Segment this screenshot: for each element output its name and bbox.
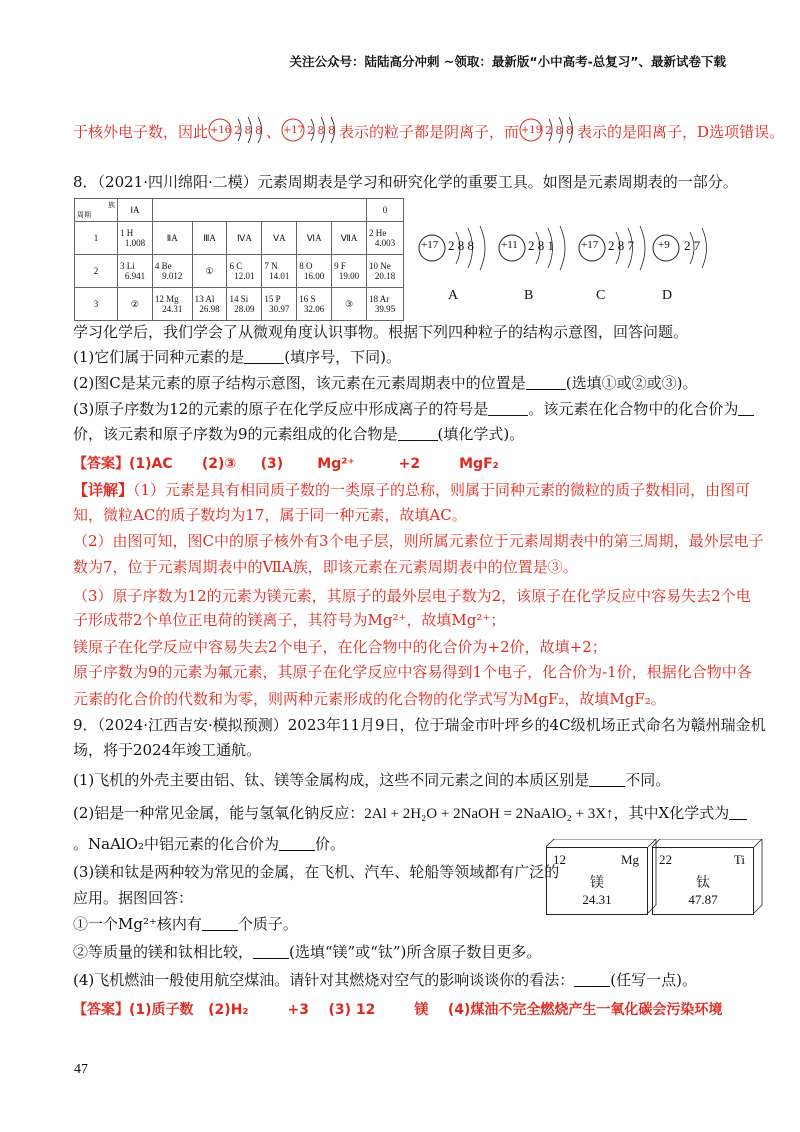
answer-blank[interactable] (253, 944, 289, 959)
q9-part2-cont: 。NaAlO₂中铝元素的化合价为 价。 (73, 835, 346, 853)
reaction-equation: 2Al + 2H₂O + 2NaOH = 2NaAlO₂ + 3X↑ (364, 806, 614, 822)
element-cell: 2 He 4.003 (366, 222, 403, 255)
periodic-table (74, 198, 404, 321)
element-cell: 3 Li 6.941 (118, 255, 153, 288)
page-number: 47 (74, 1062, 88, 1077)
table-corner: 族 周期 (75, 199, 118, 222)
element-cell: 9 F 19.00 (332, 255, 367, 288)
particle-b-label: B (524, 288, 534, 303)
q8-detail-1: 【详解】（1）元素是具有相同质子数的一类原子的总称，则属于同种元素的微粒的质子数相同，由图可 (73, 481, 751, 499)
group-header: ⅣA (227, 222, 262, 255)
answer-blank[interactable] (488, 401, 528, 416)
element-cell: ② (118, 288, 153, 321)
group-header: ⅠA (118, 199, 153, 222)
element-card-mg: 12 Mg 镁 24.31 (546, 847, 648, 915)
q8-detail-9: 元素的化合价的代数和为零，则两种元素形成的化合物的化学式写为MgF₂，故填MgF₂。 (73, 690, 666, 708)
element-cell: ③ (332, 288, 367, 321)
element-cell: 13 Al 26.98 (192, 288, 227, 321)
element-cell: 4 Be 9.012 (152, 255, 192, 288)
element-cell: 8 O 16.00 (297, 255, 332, 288)
q8-detail-6: 子形成带2个单位正电荷的镁离子，其符号为Mg²⁺，故填Mg²⁺； (73, 611, 506, 629)
group-header: ⅦA (332, 222, 367, 255)
particle-a-nucleus: +17 (421, 239, 439, 251)
q9-part1: (1)飞机的外壳主要由铝、钛、镁等金属构成，这些不同元素之间的本质区别是 不同。 (73, 771, 671, 789)
q9-part2: (2)铝是一种常见金属，能与氢氧化钠反应：2Al + 2H₂O + 2NaOH = 2NaAlO₂ + 3X↑，其中X化学式为 (73, 803, 747, 824)
group-header: ⅥA (297, 222, 332, 255)
group-header: ⅡA (152, 222, 192, 255)
particle-d-nucleus: +9 (658, 239, 670, 251)
particle-d-shells-text: 2 7 (684, 238, 701, 253)
ion-diagram-1: +16 2 8 8 (208, 121, 266, 141)
particle-diagrams (418, 218, 718, 308)
particle-d-label: D (662, 288, 673, 303)
element-cell: 15 P 30.97 (262, 288, 297, 321)
particle-b-shells-text: 2 8 1 (528, 238, 554, 253)
ion-diagram-2: +17 2 8 8 (281, 121, 339, 141)
q8-detail-8: 原子序数为9的元素为氟元素，其原子在化学反应中容易得到1个电子，化合价为-1价，根据化合物中各 (73, 663, 752, 681)
group-header: ⅢA (192, 222, 227, 255)
particle-c-shells-text: 2 8 7 (608, 238, 634, 253)
answer-blank[interactable] (398, 426, 438, 441)
answer-blank[interactable] (738, 401, 754, 416)
page-header: 关注公众号：陆陆高分冲刺 ~领取：最新版“小中高考-总复习”、最新试卷下载 (289, 54, 726, 69)
answer-blank[interactable] (526, 375, 566, 390)
element-cell: 10 Ne 20.18 (366, 255, 403, 288)
q9-stem-2: 场，将于2024年竣工通航。 (73, 741, 262, 759)
q9-part4: (4)飞机燃油一般使用航空煤油。请针对其燃烧对空气的影响谈谈你的看法： (任写一点)。 (73, 971, 697, 989)
q8-answer: 【答案】(1)AC (2)③ (3) Mg²⁺ +2 MgF₂ (73, 456, 499, 472)
particle-c-nucleus: +17 (581, 239, 599, 251)
q8-detail-2: 知，微粒AC的质子数均为17，属于同一种元素，故填AC。 (73, 506, 467, 524)
element-cell: 14 Si 28.09 (227, 288, 262, 321)
answer-blank[interactable] (574, 972, 610, 987)
q8-detail-7: 镁原子在化学反应中容易失去2个电子，在化合物中的化合价为+2价，故填+2； (73, 638, 607, 656)
q9-part3-d: ②等质量的镁和钛相比较， (选填“镁”或“钛”)所含原子数目更多。 (73, 943, 542, 961)
answer-blank[interactable] (589, 772, 625, 787)
answer-blank[interactable] (729, 805, 747, 820)
particle-a-label: A (448, 288, 459, 303)
answer-blank[interactable] (202, 916, 238, 931)
period-label: 2 (75, 255, 118, 288)
q8-part3: (3)原子序数为12的元素的原子在化学反应中形成离子的符号是 。该元素在化合物中的化合价为 (73, 399, 754, 419)
element-card-ti-3d (652, 839, 772, 923)
q9-answer: 【答案】(1)质子数 (2)H₂ +3 (3) 12 镁 (4)煤油不完全燃烧产生一氧化碳会污染环境 (73, 1002, 723, 1018)
period-label: 3 (75, 288, 118, 321)
period-label: 1 (75, 222, 118, 255)
q8-detail-4: 数为7，位于元素周期表中的ⅦA族，即该元素在元素周期表中的位置是③。 (73, 558, 578, 576)
particle-b-nucleus: +11 (501, 239, 518, 251)
group-header: ⅤA (262, 222, 297, 255)
particle-c-label: C (596, 288, 606, 303)
q9-stem-1: 9．（2024·江西吉安·模拟预测）2023年11月9日，位于瑞金市叶坪乡的4C级机场正式命名为赣州瑞金机 (73, 716, 766, 734)
element-cell: 18 Ar 39.95 (366, 288, 403, 321)
q8-intro: 学习化学后，我们学会了从微观角度认识事物。根据下列四种粒子的结构示意图，回答问题。 (73, 323, 689, 341)
element-cell: 12 Mg 24.31 (152, 288, 192, 321)
q8-stem: 8．（2021·四川绵阳·二模）元素周期表是学习和研究化学的重要工具。如图是元素周期表的一部分。 (73, 173, 738, 191)
prev-explanation: 于核外电子数，因此 +16 2 8 8 、 +17 2 8 8 表示的粒子都是阴离子，而 +19 2 8 8 表示的是阳离子，D选项错误。 (73, 121, 784, 142)
q9-part3-c: ①一个Mg²⁺核内有 个质子。 (73, 915, 298, 933)
element-cell: ① (192, 255, 227, 288)
element-cell: 1 H 1.008 (118, 222, 153, 255)
element-cell: 16 S 32.06 (297, 288, 332, 321)
q8-detail-5: （3）原子序数为12的元素为镁元素，其原子的最外层电子数为2，该原子在化学反应中容易失去2个电 (73, 587, 751, 605)
answer-blank[interactable] (279, 836, 315, 851)
q8-part1: (1)它们属于同种元素的是 (填序号，下同)。 (73, 348, 401, 366)
q8-part2: (2)图C是某元素的原子结构示意图，该元素在元素周期表中的位置是 (选填①或②或③)。 (73, 374, 698, 392)
q9-part3-b: 应用。据图回答： (73, 889, 194, 907)
q9-part3-a: (3)镁和钛是两种较为常见的金属，在飞机、汽车、轮船等领域都有广泛的 (73, 863, 560, 881)
q8-detail-3: （2）由图可知，图C中的原子核外有3个电子层，则所属元素位于元素周期表中的第三周期，最外层电子 (73, 532, 764, 550)
ion-diagram-3: +19 2 8 8 (519, 121, 577, 141)
element-card-mg-3d (546, 839, 666, 923)
element-card-ti: 22 Ti 钛 47.87 (652, 847, 754, 915)
particle-a-shells-text: 2 8 8 (448, 238, 474, 253)
element-cell: 7 N 14.01 (262, 255, 297, 288)
group-header: 0 (366, 199, 403, 222)
q8-part3-cont: 价，该元素和原子序数为9的元素组成的化合物是 (填化学式)。 (73, 425, 525, 443)
answer-blank[interactable] (244, 349, 284, 364)
element-cell: 6 C 12.01 (227, 255, 262, 288)
